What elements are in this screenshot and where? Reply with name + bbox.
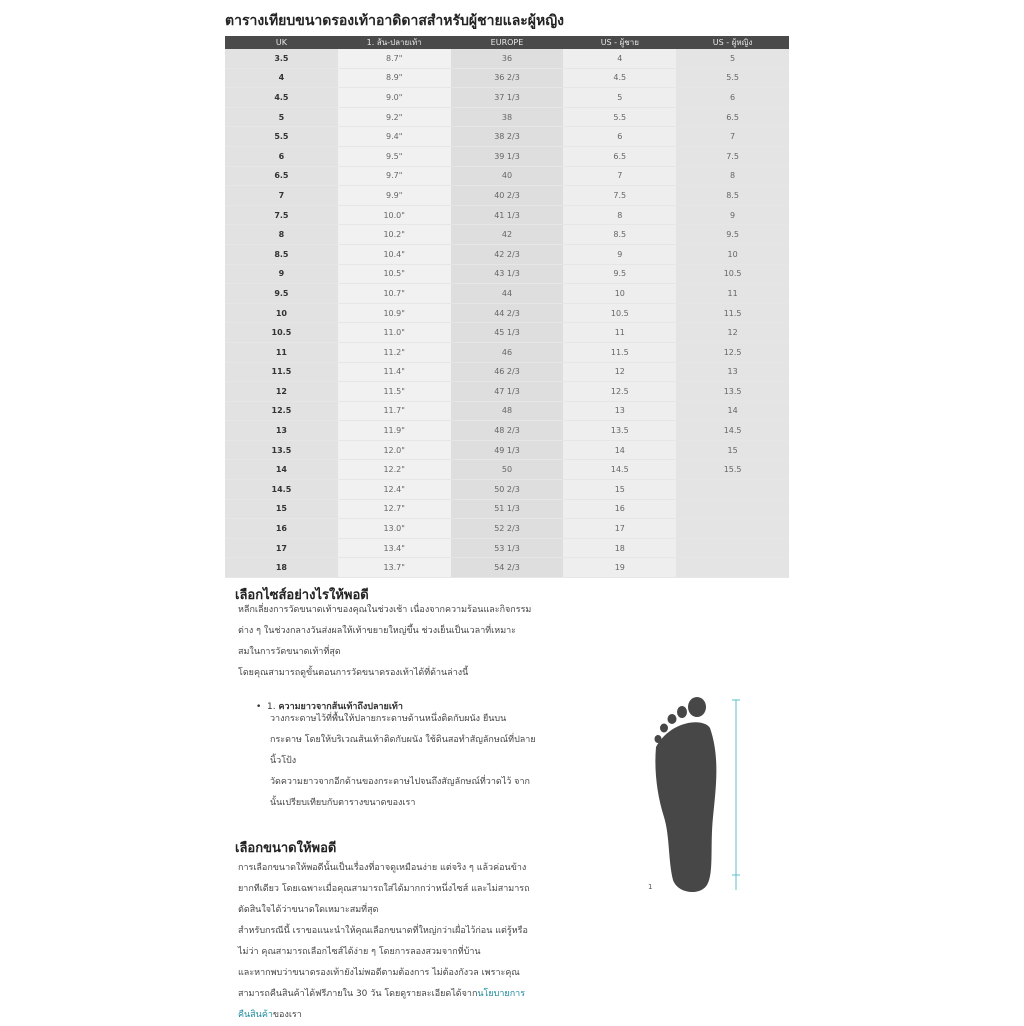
table-cell: 12 xyxy=(563,362,676,382)
section2-paragraph xyxy=(238,858,530,1026)
table-cell: 8.9" xyxy=(338,68,451,88)
table-cell: 10 xyxy=(676,244,789,264)
table-cell: 47 1/3 xyxy=(451,382,564,402)
paragraph-line: ต่าง ๆ ในช่วงกลางวันส่งผลให้เท้าขยายใหญ่ขึ้น ช่วงเย็นเป็นเวลาที่เหมาะ xyxy=(238,626,517,636)
paragraph-text: สามารถคืนสินค้าได้ฟรีภายใน 30 วัน โดยดูรายละเอียดได้จาก xyxy=(238,989,478,999)
table-cell: 13.7" xyxy=(338,558,451,578)
step-number: 1. xyxy=(267,702,276,712)
table-cell: 9 xyxy=(563,244,676,264)
table-cell: 10.5" xyxy=(338,264,451,284)
table-cell: 10 xyxy=(563,284,676,304)
table-cell: 11.0" xyxy=(338,323,451,343)
table-cell: 18 xyxy=(563,538,676,558)
table-cell: 42 2/3 xyxy=(451,244,564,264)
table-cell: 13 xyxy=(225,421,338,441)
column-header: EUROPE xyxy=(451,36,564,49)
table-cell: 38 xyxy=(451,107,564,127)
table-cell: 14.5 xyxy=(225,480,338,500)
paragraph-line: กระดาษ โดยให้บริเวณส้นเท้าติดกับผนัง ใช้ดินสอทำสัญลักษณ์ที่ปลาย xyxy=(270,735,536,745)
table-cell: 10.5 xyxy=(563,303,676,323)
table-cell: 9.5 xyxy=(676,225,789,245)
paragraph-line: ยากทีเดียว โดยเฉพาะเมื่อคุณสามารถใส่ได้มากกว่าหนึ่งไซส์ และไม่สามารถ xyxy=(238,884,530,894)
table-cell: 6.5 xyxy=(225,166,338,186)
table-cell: 6 xyxy=(563,127,676,147)
table-cell: 49 1/3 xyxy=(451,440,564,460)
table-cell: 44 xyxy=(451,284,564,304)
table-cell: 14.5 xyxy=(563,460,676,480)
table-cell: 10.5 xyxy=(676,264,789,284)
table-row xyxy=(225,88,789,108)
table-row xyxy=(225,499,789,519)
table-row xyxy=(225,538,789,558)
table-cell: 7 xyxy=(225,186,338,206)
table-cell: 11.5 xyxy=(676,303,789,323)
table-cell: 12.2" xyxy=(338,460,451,480)
column-header: US - ผู้ชาย xyxy=(563,36,676,49)
table-cell: 14 xyxy=(563,440,676,460)
table-cell: 17 xyxy=(563,519,676,539)
table-row xyxy=(225,303,789,323)
table-cell: 13 xyxy=(563,401,676,421)
table-row xyxy=(225,186,789,206)
table-cell: 46 xyxy=(451,342,564,362)
table-row xyxy=(225,284,789,304)
paragraph-line: และหากพบว่าขนาดรองเท้ายังไม่พอดีตามต้องการ ไม่ต้องกังวล เพราะคุณ xyxy=(238,968,520,978)
table-cell: 48 xyxy=(451,401,564,421)
table-cell: 9.4" xyxy=(338,127,451,147)
table-cell: 11 xyxy=(225,342,338,362)
table-cell: 15 xyxy=(676,440,789,460)
table-cell: 7.5 xyxy=(563,186,676,206)
section-heading-choose-right-size: เลือกขนาดให้พอดี xyxy=(235,841,337,856)
table-cell: 48 2/3 xyxy=(451,421,564,441)
table-cell: 15 xyxy=(225,499,338,519)
bullet-dot: • xyxy=(256,702,268,712)
table-cell: 12.7" xyxy=(338,499,451,519)
table-cell: 18 xyxy=(225,558,338,578)
table-cell: 9.7" xyxy=(338,166,451,186)
table-cell: 43 1/3 xyxy=(451,264,564,284)
table-cell: 11.7" xyxy=(338,401,451,421)
table-cell: 14.5 xyxy=(676,421,789,441)
table-cell: 12.5 xyxy=(676,342,789,362)
table-cell: 5 xyxy=(676,49,789,68)
table-cell: 13 xyxy=(676,362,789,382)
table-cell: 12.4" xyxy=(338,480,451,500)
table-cell: 9.0" xyxy=(338,88,451,108)
table-cell: 12 xyxy=(676,323,789,343)
table-row xyxy=(225,519,789,539)
table-cell: 13.0" xyxy=(338,519,451,539)
paragraph-line xyxy=(238,984,530,1005)
table-cell: 5.5 xyxy=(225,127,338,147)
column-header: US - ผู้หญิง xyxy=(676,36,789,49)
table-cell: 9.5 xyxy=(563,264,676,284)
paragraph-text: ของเรา xyxy=(272,1010,302,1020)
table-cell: 4 xyxy=(563,49,676,68)
size-chart-table xyxy=(225,36,789,578)
table-cell: 9.2" xyxy=(338,107,451,127)
table-cell: 11.5 xyxy=(225,362,338,382)
table-cell: 11.5" xyxy=(338,382,451,402)
paragraph-line: นั้นเปรียบเทียบกับตารางขนาดของเรา xyxy=(270,798,416,808)
table-cell: 17 xyxy=(225,538,338,558)
column-header: 1. ส้น-ปลายเท้า xyxy=(338,36,451,49)
table-row xyxy=(225,264,789,284)
table-cell: 6 xyxy=(676,88,789,108)
table-cell: 37 1/3 xyxy=(451,88,564,108)
table-cell: 7 xyxy=(676,127,789,147)
paragraph-line: วางกระดาษไว้ที่พื้นให้ปลายกระดาษด้านหนึ่งติดกับผนัง ยืนบน xyxy=(270,714,507,724)
table-cell: 5 xyxy=(563,88,676,108)
table-cell: 8.5 xyxy=(563,225,676,245)
table-cell: 6 xyxy=(225,146,338,166)
table-cell: 8.5 xyxy=(225,244,338,264)
table-cell: 10 xyxy=(225,303,338,323)
table-cell: 5.5 xyxy=(676,68,789,88)
table-cell xyxy=(676,558,789,578)
table-row xyxy=(225,460,789,480)
table-cell: 11.9" xyxy=(338,421,451,441)
table-cell: 10.9" xyxy=(338,303,451,323)
table-cell: 9 xyxy=(225,264,338,284)
table-cell xyxy=(676,480,789,500)
table-body xyxy=(225,49,789,578)
paragraph-line: วัดความยาวจากอีกด้านของกระดาษไปจนถึงสัญลักษณ์ที่วาดไว้ จาก xyxy=(270,777,530,787)
paragraph-line: สมในการวัดขนาดเท้าที่สุด xyxy=(238,647,341,657)
table-cell: 9.5" xyxy=(338,146,451,166)
section1-paragraph xyxy=(238,600,531,684)
table-cell: 8.7" xyxy=(338,49,451,68)
foot-silhouette-icon xyxy=(655,697,717,892)
table-cell: 12 xyxy=(225,382,338,402)
paragraph-line: โดยคุณสามารถดูขั้นตอนการวัดขนาดรองเท้าได้ที่ด้านล่างนี้ xyxy=(238,668,469,678)
foot-measurement-figure xyxy=(640,695,740,895)
table-cell: 36 2/3 xyxy=(451,68,564,88)
table-row xyxy=(225,68,789,88)
table-row xyxy=(225,244,789,264)
table-cell: 9.5 xyxy=(225,284,338,304)
table-cell: 40 2/3 xyxy=(451,186,564,206)
table-cell: 15.5 xyxy=(676,460,789,480)
table-cell: 36 xyxy=(451,49,564,68)
table-cell: 19 xyxy=(563,558,676,578)
table-cell: 4.5 xyxy=(225,88,338,108)
table-header-row xyxy=(225,36,789,49)
table-row xyxy=(225,440,789,460)
table-cell: 11.4" xyxy=(338,362,451,382)
table-cell: 8 xyxy=(563,205,676,225)
table-cell: 16 xyxy=(563,499,676,519)
table-cell: 5 xyxy=(225,107,338,127)
table-cell: 3.5 xyxy=(225,49,338,68)
paragraph-line: ตัดสินใจได้ว่าขนาดใดเหมาะสมที่สุด xyxy=(238,905,379,915)
paragraph-line: สำหรับกรณีนี้ เราขอแนะนำให้คุณเลือกขนาดที่ใหญ่กว่าเผื่อไว้ก่อน แต่รู้หรือ xyxy=(238,926,528,936)
table-row xyxy=(225,205,789,225)
table-row xyxy=(225,146,789,166)
section-heading-how-to-choose: เลือกไซส์อย่างไรให้พอดี xyxy=(235,588,369,603)
table-cell: 54 2/3 xyxy=(451,558,564,578)
column-header: UK xyxy=(225,36,338,49)
measure-step-description xyxy=(270,709,536,814)
table-cell: 7.5 xyxy=(676,146,789,166)
table-cell: 8 xyxy=(225,225,338,245)
table-row xyxy=(225,421,789,441)
table-cell: 13.4" xyxy=(338,538,451,558)
paragraph-line: หลีกเลี่ยงการวัดขนาดเท้าของคุณในช่วงเช้า เนื่องจากความร้อนและกิจกรรม xyxy=(238,605,532,615)
table-cell: 53 1/3 xyxy=(451,538,564,558)
table-cell: 51 1/3 xyxy=(451,499,564,519)
table-cell: 11.2" xyxy=(338,342,451,362)
table-cell: 7.5 xyxy=(225,205,338,225)
table-cell: 7 xyxy=(563,166,676,186)
table-cell xyxy=(676,519,789,539)
table-cell: 6.5 xyxy=(676,107,789,127)
table-cell: 6.5 xyxy=(563,146,676,166)
table-cell: 46 2/3 xyxy=(451,362,564,382)
table-cell: 8 xyxy=(676,166,789,186)
table-row xyxy=(225,107,789,127)
table-cell: 13.5 xyxy=(563,421,676,441)
table-row xyxy=(225,382,789,402)
table-cell xyxy=(676,499,789,519)
table-cell: 4 xyxy=(225,68,338,88)
table-cell: 10.7" xyxy=(338,284,451,304)
table-cell: 12.5 xyxy=(225,401,338,421)
return-policy-link-continued[interactable]: คืนสินค้า xyxy=(238,1010,273,1020)
table-cell: 16 xyxy=(225,519,338,539)
paragraph-line: นิ้วโป้ง xyxy=(270,756,297,766)
table-cell: 38 2/3 xyxy=(451,127,564,147)
table-cell: 50 2/3 xyxy=(451,480,564,500)
table-cell: 15 xyxy=(563,480,676,500)
table-cell: 44 2/3 xyxy=(451,303,564,323)
table-cell: 50 xyxy=(451,460,564,480)
table-cell: 13.5 xyxy=(225,440,338,460)
table-cell: 42 xyxy=(451,225,564,245)
paragraph-line: ไม่ว่า คุณสามารถเลือกไซส์ได้ง่าย ๆ โดยการลองสวมจากที่บ้าน xyxy=(238,947,481,957)
table-cell: 45 1/3 xyxy=(451,323,564,343)
table-cell: 14 xyxy=(225,460,338,480)
table-row xyxy=(225,127,789,147)
page-title: ตารางเทียบขนาดรองเท้าอาดิดาสสำหรับผู้ชายและผู้หญิง xyxy=(225,13,564,29)
table-row xyxy=(225,480,789,500)
table-cell: 12.0" xyxy=(338,440,451,460)
table-row xyxy=(225,323,789,343)
table-row xyxy=(225,401,789,421)
table-cell: 41 1/3 xyxy=(451,205,564,225)
table-cell: 52 2/3 xyxy=(451,519,564,539)
table-cell: 10.2" xyxy=(338,225,451,245)
return-policy-link[interactable]: นโยบายการ xyxy=(477,989,526,999)
table-cell: 14 xyxy=(676,401,789,421)
table-cell: 11.5 xyxy=(563,342,676,362)
figure-label: 1 xyxy=(648,883,653,891)
table-cell: 11 xyxy=(676,284,789,304)
table-cell: 39 1/3 xyxy=(451,146,564,166)
table-cell: 10.5 xyxy=(225,323,338,343)
table-row xyxy=(225,342,789,362)
step-title: ความยาวจากส้นเท้าถึงปลายเท้า xyxy=(278,702,403,712)
table-cell: 13.5 xyxy=(676,382,789,402)
table-row xyxy=(225,166,789,186)
table-cell: 4.5 xyxy=(563,68,676,88)
table-row xyxy=(225,49,789,68)
table-cell: 40 xyxy=(451,166,564,186)
table-cell xyxy=(676,538,789,558)
table-cell: 10.4" xyxy=(338,244,451,264)
table-cell: 12.5 xyxy=(563,382,676,402)
table-cell: 8.5 xyxy=(676,186,789,206)
paragraph-line xyxy=(238,1005,530,1026)
table-cell: 9 xyxy=(676,205,789,225)
table-cell: 11 xyxy=(563,323,676,343)
table-cell: 10.0" xyxy=(338,205,451,225)
table-row xyxy=(225,362,789,382)
table-row xyxy=(225,558,789,578)
paragraph-line: การเลือกขนาดให้พอดีนั้นเป็นเรื่องที่อาจดูเหมือนง่าย แต่จริง ๆ แล้วค่อนข้าง xyxy=(238,863,527,873)
table-cell: 9.9" xyxy=(338,186,451,206)
table-row xyxy=(225,225,789,245)
table-cell: 5.5 xyxy=(563,107,676,127)
